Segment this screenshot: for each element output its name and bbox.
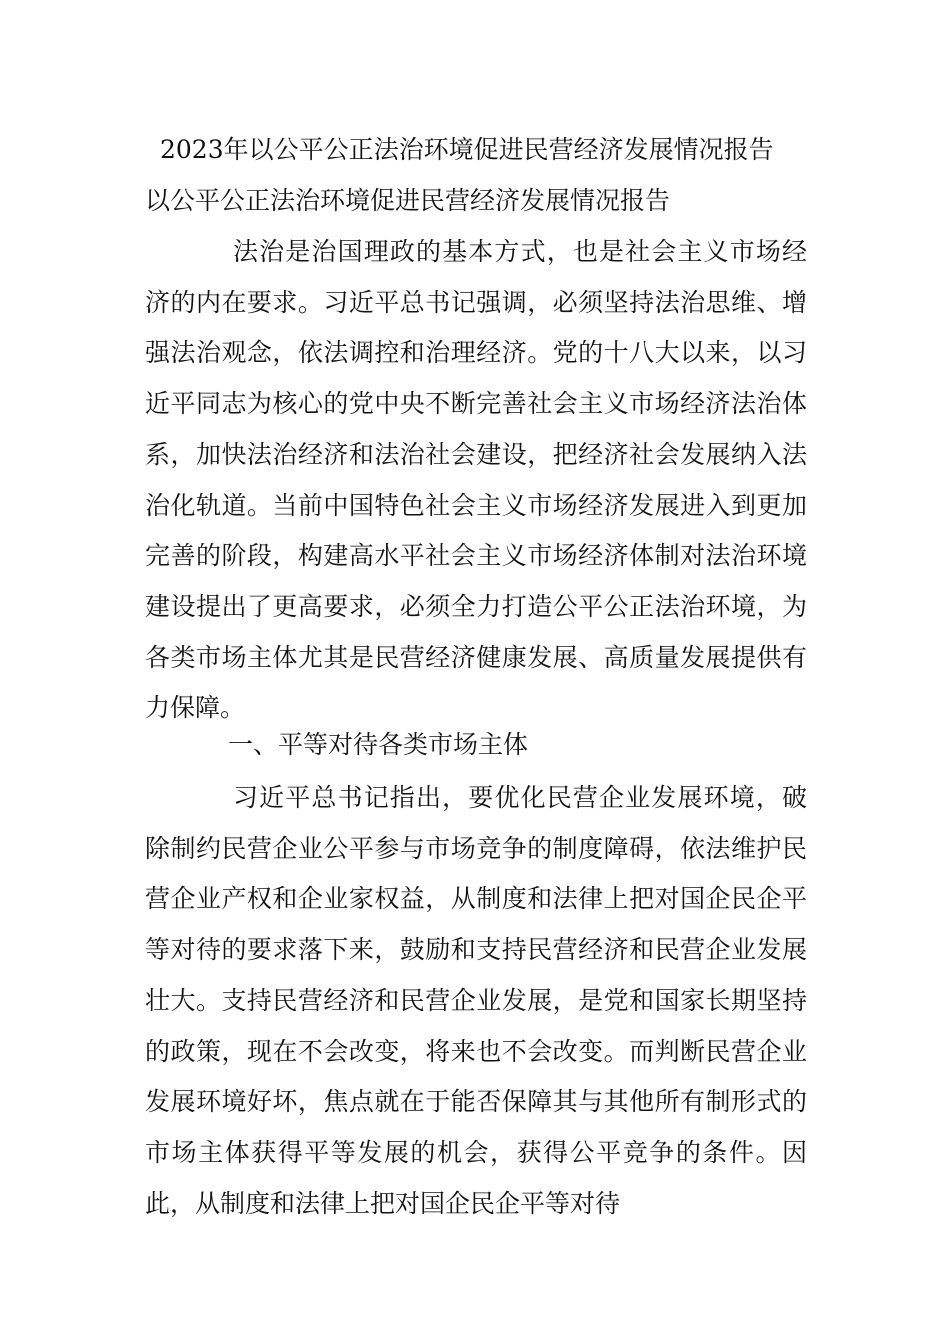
document-title: 2023年以公平公正法治环境促进民营经济发展情况报告	[160, 135, 774, 164]
section-paragraph: 习近平总书记指出，要优化民营企业发展环境，破除制约民营企业公平参与市场竞争的制度障碍，依法维护民营企业产权和企业家权益，从制度和法律上把对国企民企平等对待的要求落下来，鼓励和支持民营经济和民营企业发展壮大。支持民营经济和民营企业发展，是党和国家长期坚持的政策，现在不会改变，将来也不会改变。而判断民营企业发展环境好坏，焦点就在于能否保障其与其他所有制形式的市场主体获得平等发展的机会，获得公平竞争的条件。因此，从制度和法律上把对国企民企平等对待	[145, 783, 807, 1218]
section-heading: 一、平等对待各类市场主体	[228, 730, 529, 759]
document-subtitle: 以公平公正法治环境促进民营经济发展情况报告	[145, 186, 671, 215]
intro-paragraph: 法治是治国理政的基本方式，也是社会主义市场经济的内在要求。习近平总书记强调，必须坚持法治思维、增强法治观念，依法调控和治理经济。党的十八大以来，以习近平同志为核心的党中央不断完善社会主义市场经济法治体系，加快法治经济和法治社会建设，把经济社会发展纳入法治化轨道。当前中国特色社会主义市场经济发展进入到更加完善的阶段，构建高水平社会主义市场经济体制对法治环境建设提出了更高要求，必须全力打造公平公正法治环境，为各类市场主体尤其是民营经济健康发展、高质量发展提供有力保障。	[145, 237, 807, 723]
